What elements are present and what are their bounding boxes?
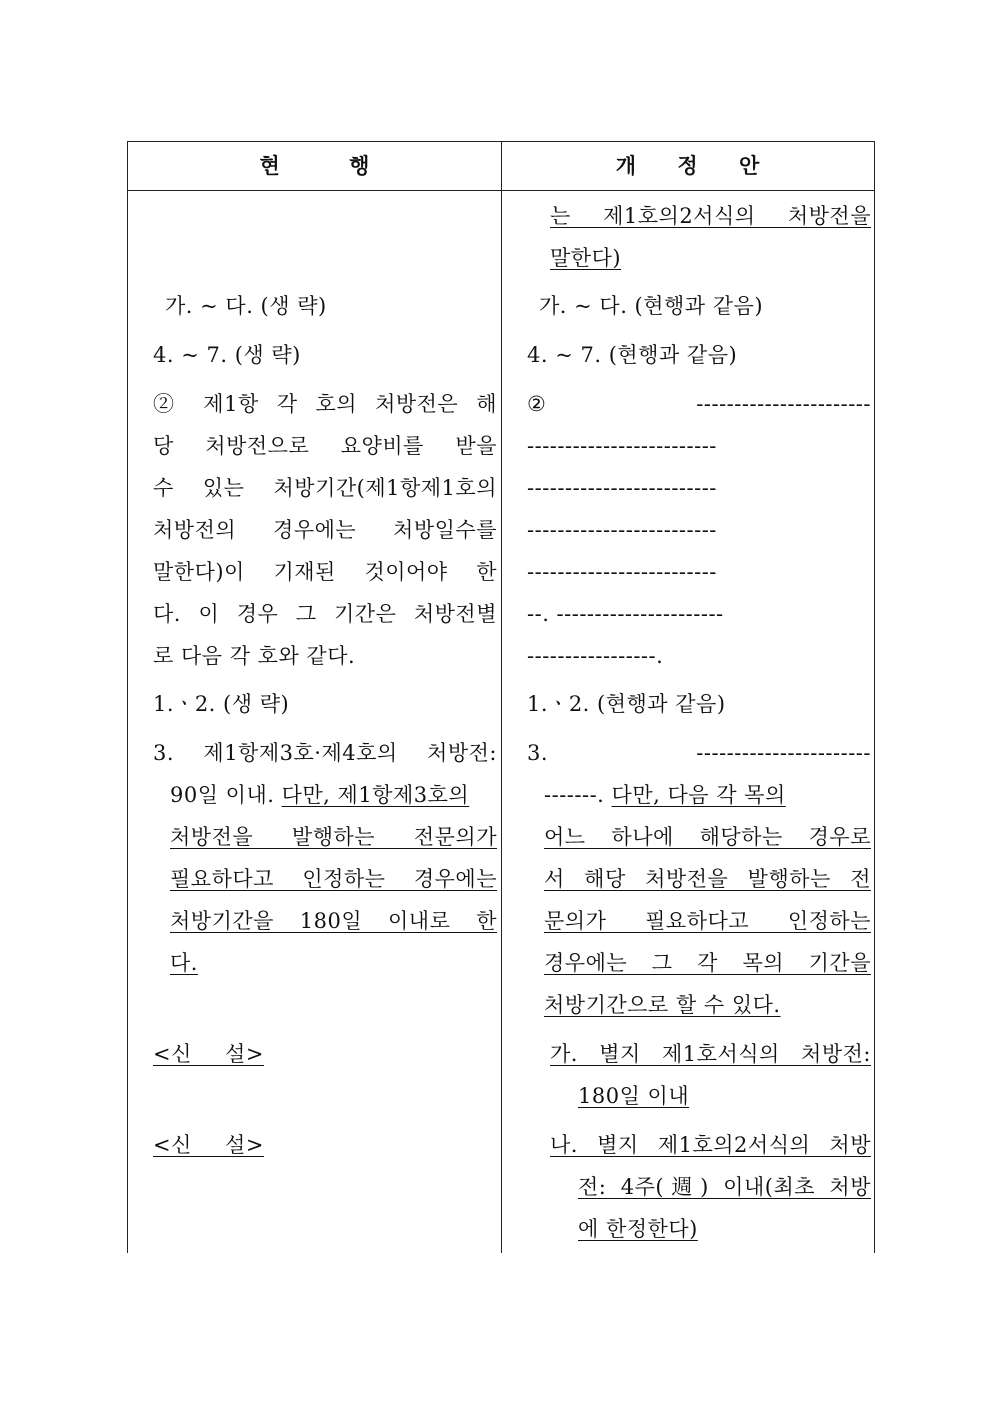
amendment-item3-line-2 <box>544 781 871 809</box>
current-para2-line-6: 다. 이 경우 그 기간은 처방전별 <box>153 602 497 626</box>
amendment-item3-line-3: 어느 하나에 해당하는 경우로 <box>544 825 871 849</box>
current-item3-line-2-end: 다만, 제1항제3호의 <box>281 783 470 807</box>
amendment-item3-line-5: 문의가 필요하다고 인정하는 <box>544 909 871 933</box>
current-item3-line-6: 다. <box>170 951 198 975</box>
amendment-continued-line-1: 는 제1호의2서식의 처방전을 <box>550 204 871 228</box>
current-item3-line-3: 처방전을 발행하는 전문의가 <box>170 825 497 849</box>
amendment-para2-line-4: ------------------------- <box>527 518 717 542</box>
amendment-para2-line-3: ------------------------- <box>527 476 717 500</box>
amendment-subitem-na-line-1: 나. 별지 제1호의2서식의 처방 <box>550 1133 871 1157</box>
current-para2-line-3: 수 있는 처방기간(제1항제1호의 <box>153 476 497 500</box>
amendment-para2-line-6-end: ---------------------- <box>556 602 724 626</box>
amendment-subitem-ga-line-2: 180일 이내 <box>578 1084 690 1108</box>
amendment-subitem-na-line-2: 전: 4주(週) 이내(최초 처방 <box>578 1175 871 1199</box>
amendment-item3-line-4: 서 해당 처방전을 발행하는 전 <box>544 867 871 891</box>
current-items-1-2: 1.ㆍ2. (생 략) <box>153 692 290 716</box>
amendment-items-4-7: 4. ~ 7. (현행과 같음) <box>527 343 738 367</box>
amendment-para2-line-6 <box>527 600 871 628</box>
current-para2-line-7: 로 다음 각 호와 같다. <box>153 644 356 668</box>
current-item3-line-4: 필요하다고 인정하는 경우에는 <box>170 867 497 891</box>
current-item3-line-2-start: 90일 이내. <box>170 783 282 807</box>
current-para2-line-1: ② 제1항 각 호의 처방전은 해 <box>153 392 497 416</box>
amendment-item3-line-2-end: 다만, 다음 각 목의 <box>611 783 786 807</box>
amendment-para2-line-6-start: --. <box>527 602 557 626</box>
amendment-item3-line-6: 경우에는 그 각 목의 기간을 <box>544 951 871 975</box>
amendment-ga-da: 가. ~ 다. (현행과 같음) <box>539 294 764 318</box>
amendment-column-header: 개 정 안 <box>615 153 760 178</box>
current-item3-line-1: 3. 제1항제3호·제4호의 처방전: <box>153 741 497 765</box>
current-new-provision-1: <신 설> <box>153 1042 264 1066</box>
amendment-item3-line-2-start: -------. <box>544 783 612 807</box>
current-para2-line-5: 말한다)이 기재된 것이어야 한 <box>153 560 497 584</box>
amendment-para2-line-1: ② ----------------------- <box>527 392 871 416</box>
amendment-item3-line-7: 처방기간으로 할 수 있다. <box>544 993 781 1017</box>
amendment-continued-line-2: 말한다) <box>550 246 622 270</box>
amendment-subitem-na-line-3: 에 한정한다) <box>578 1217 698 1241</box>
amendment-item3-line-1: 3. ----------------------- <box>527 741 871 765</box>
amendment-items-1-2: 1.ㆍ2. (현행과 같음) <box>527 692 726 716</box>
current-column-header: 현 행 <box>259 153 370 178</box>
amendment-para2-line-7: -----------------. <box>527 644 664 668</box>
current-para2-line-2: 당 처방전으로 요양비를 받을 <box>153 434 497 458</box>
amendment-para2-line-2: ------------------------- <box>527 434 717 458</box>
current-para2-line-4: 처방전의 경우에는 처방일수를 <box>153 518 497 542</box>
current-items-4-7: 4. ~ 7. (생 략) <box>153 343 301 367</box>
current-new-provision-2: <신 설> <box>153 1133 264 1157</box>
current-item3-line-2 <box>170 781 497 809</box>
amendment-subitem-ga-line-1: 가. 별지 제1호서식의 처방전: <box>550 1042 871 1066</box>
current-item3-line-5: 처방기간을 180일 이내로 한 <box>170 909 497 933</box>
amendment-para2-line-5: ------------------------- <box>527 560 717 584</box>
column-divider <box>501 142 502 1253</box>
current-ga-da: 가. ~ 다. (생 략) <box>165 294 327 318</box>
